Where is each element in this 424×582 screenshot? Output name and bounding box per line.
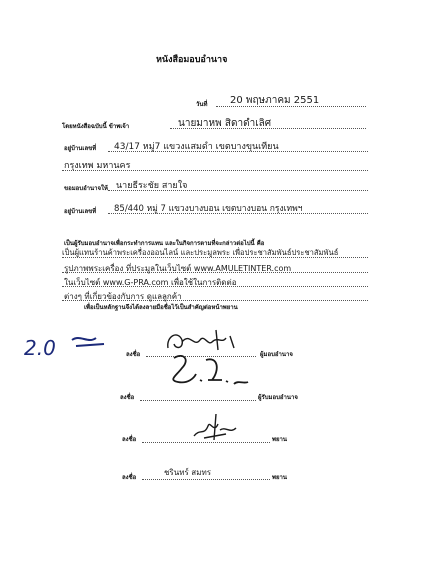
grantee-address-value: 85/440 หมู่ 7 แขวงบางบอน เขตบางบอน กรุงเทพฯ: [114, 204, 303, 214]
address-value: 43/17 หมู่7 แขวงแสมดำ เขตบางขุนเทียน: [114, 142, 279, 152]
grantee-sign-line: [140, 400, 256, 401]
body-closing: เพื่อเป็นหลักฐานจึงได้ลงลายมือชื่อไว้เป็นสำคัญต่อหน้าพยาน: [84, 304, 238, 311]
address-cont-value: กรุงเทพ มหานคร: [64, 161, 131, 171]
document-title: หนังสือมอบอำนาจ: [156, 55, 228, 65]
date-value: 20 พฤษภาคม 2551: [230, 95, 320, 106]
grantee-caption: ผู้รับมอบอำนาจ: [258, 394, 298, 401]
margin-mark-stroke: [70, 332, 110, 352]
grantor-caption: ผู้มอบอำนาจ: [260, 351, 293, 358]
grantee-signature: [164, 350, 254, 400]
witness1-sign-prefix: ลงชื่อ: [122, 436, 137, 443]
body-line-3: ในเว็บไซต์ www.G-PRA.com เพื่อใช้ในการติดต่อ: [64, 278, 237, 287]
witness1-sign-line: [142, 442, 270, 443]
body-line-4: ต่างๆ ที่เกี่ยวข้องกับการ ดูแลลูกค้า: [64, 292, 182, 301]
issuer-value: นายมาหพ สิดาดำเลิศ: [178, 118, 272, 129]
grantee-sign-prefix: ลงชื่อ: [120, 394, 135, 401]
issuer-label: โดยหนังสือฉบับนี้ ข้าพเจ้า: [62, 123, 130, 130]
grantee-value: นายธีระชัย สายใจ: [116, 181, 188, 191]
body-intro: เป็นผู้รับมอบอำนาจเพื่อกระทำการแทน และในกิจการตามที่จะกล่าวต่อไปนี้ คือ: [64, 240, 265, 247]
witness2-sign-prefix: ลงชื่อ: [122, 474, 137, 481]
address-label: อยู่บ้านเลขที่: [64, 145, 97, 152]
witness2-name: ชรินทร์ สมทร: [164, 468, 212, 477]
witness2-caption: พยาน: [272, 474, 287, 481]
witness1-signature: [190, 410, 240, 442]
grantor-sign-prefix: ลงชื่อ: [126, 351, 141, 358]
grantee-address-label: อยู่บ้านเลขที่: [64, 208, 97, 215]
body-line-2: รูปภาพพระเครื่อง ที่ประมูลในเว็บไซต์ www.AMULETINTER.com: [64, 264, 292, 273]
body-line-1: เป็นผู้แทนร้านค้าพระเครื่องออนไลน์ และประมูลพระ เพื่อประชาสัมพันธ์ประชาสัมพันธ์: [62, 248, 339, 257]
grantee-label: ขอมอบอำนาจให้: [64, 185, 108, 192]
date-label: วันที่: [196, 101, 208, 108]
witness2-sign-line: [142, 479, 270, 480]
witness1-caption: พยาน: [272, 436, 287, 443]
margin-mark: 2.0: [24, 336, 56, 360]
